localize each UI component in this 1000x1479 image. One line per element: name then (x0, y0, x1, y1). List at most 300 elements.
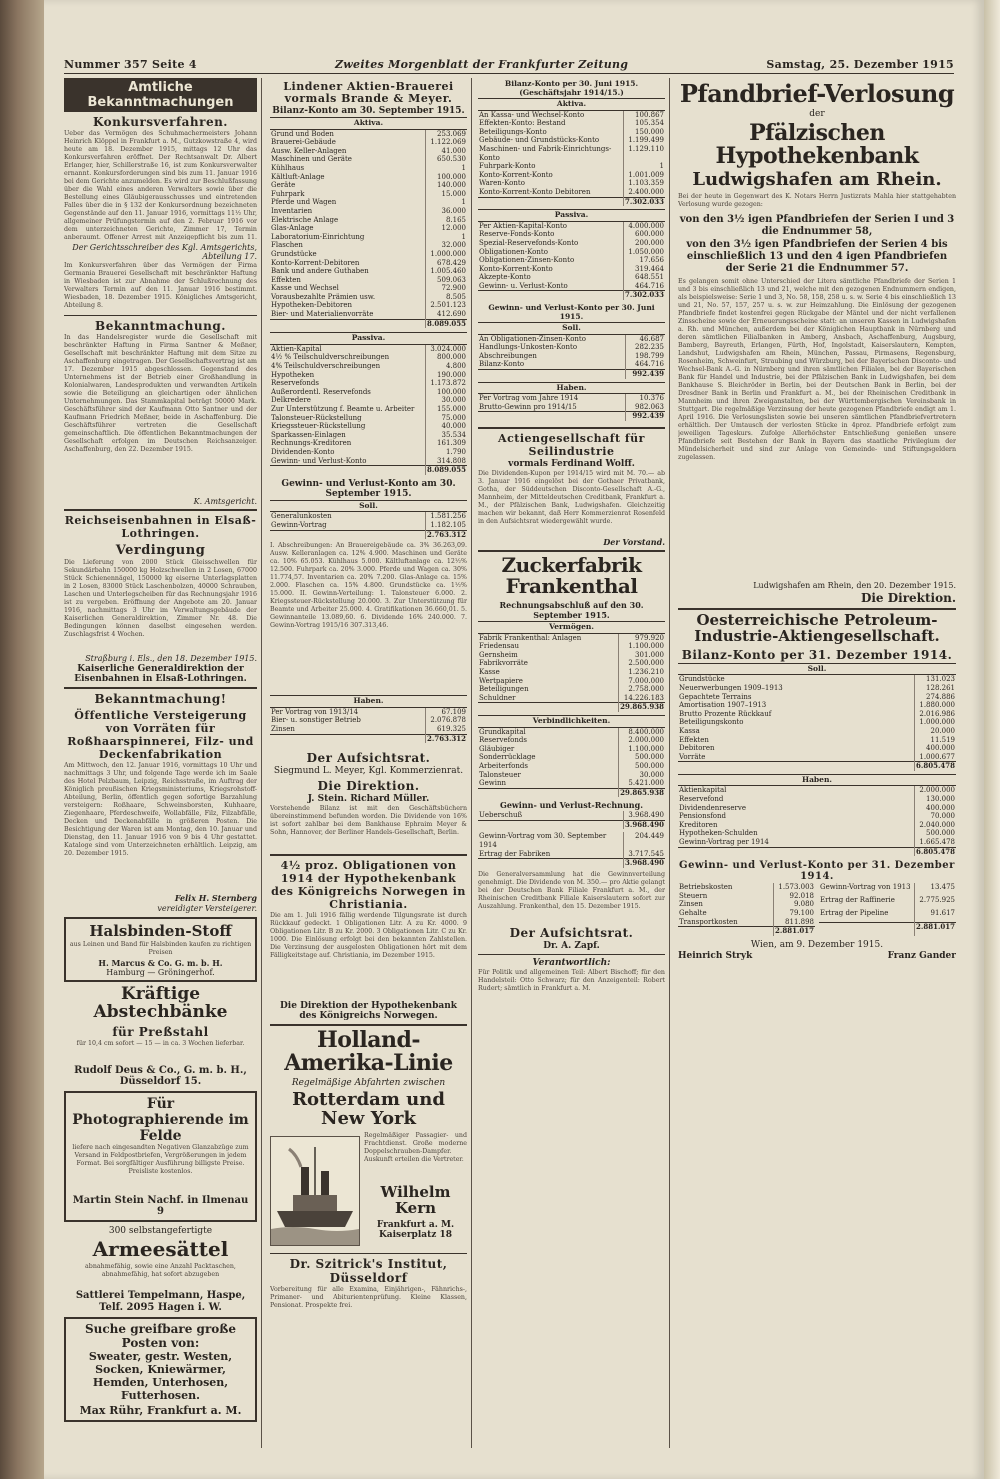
oel-soll-head: Soll. (678, 663, 956, 675)
oel-bilanz: Bilanz-Konto per 31. Dezember 1914. (681, 647, 953, 662)
row-value: 14.226.183 (619, 694, 665, 703)
lindener-passiva-table (270, 332, 467, 475)
table-row (478, 230, 665, 239)
row-value: 8.165 (426, 216, 467, 225)
row-value: 32.000 (426, 241, 467, 250)
row-value: 1.665.478 (915, 838, 956, 847)
row-label: Abschreibungen (479, 351, 537, 360)
bekanntmachung-heading: Bekanntmachung. (95, 319, 226, 333)
row-label: Grundstücke (271, 249, 317, 258)
halsbinden-ad (64, 917, 257, 982)
row-label: An Obligationen-Zinsen-Konto (479, 334, 586, 343)
row-value: 1.581.256 (426, 512, 467, 521)
bekanntmachung2-heading: Bekanntmachung! (94, 692, 227, 706)
row-value: 13.475 (915, 883, 956, 896)
row-value: 314.808 (426, 457, 467, 466)
oel-signature-1: Heinrich Stryk (678, 950, 753, 961)
row-value: 20.000 (915, 727, 956, 736)
c3-passiva-head: Passiva. (478, 210, 665, 222)
row-value: 982.063 (625, 403, 665, 412)
row-value: 1.100.000 (619, 642, 665, 651)
row-value: 2.500.000 (619, 659, 665, 668)
row-label: Sonderrücklage (479, 753, 536, 762)
table-row (270, 379, 467, 388)
row-label: Konto-Korrent-Konto (479, 170, 553, 179)
row-label: Flaschen (271, 241, 303, 250)
row-value: 600.000 (624, 230, 665, 239)
verb-head: Verbindlichkeiten. (478, 715, 665, 727)
row-label: Inventarien (271, 206, 313, 215)
row-label: Kriegssteuer-Rückstellung (271, 422, 366, 431)
row-label: Reservefond (679, 795, 724, 804)
holland-sub: Regelmäßige Abfahrten zwischen (291, 1078, 446, 1089)
row-label: Gewinn (479, 779, 506, 788)
table-row (270, 344, 467, 353)
row-label: Akzepte-Konto (479, 273, 531, 282)
row-value: 17.656 (624, 256, 665, 265)
row-label: Kassa (679, 726, 700, 735)
row-label: Beteiligungs-Konto (479, 127, 547, 136)
photo-text: liefere nach eingesandten Negativen Glanzabzüge zum Versand in Feldpostbriefen, Vergrößerungen in jedem Format. Bei sorgfältiger Ausführung billigste Preise. Preisliste kostenlos. (72, 1143, 249, 1175)
row-value: 274.886 (915, 693, 956, 702)
row-label: Steuern (679, 891, 708, 900)
table-row (270, 138, 467, 147)
table-row (678, 892, 815, 901)
pfandbrief-city-date: Ludwigshafen am Rhein, den 20. Dezember 1915. (753, 581, 956, 591)
c3-haben-total: 992.439 (625, 412, 665, 421)
table-row (478, 352, 665, 361)
suche-ad (64, 1317, 257, 1422)
row-value: 412.690 (426, 310, 467, 319)
passiva-head: Passiva. (270, 333, 467, 345)
row-label: Fuhrpark-Konto (479, 162, 536, 171)
reichseisenbahnen-heading: Reichseisenbahnen in Elsaß-Lothringen. (64, 514, 257, 540)
sattlerei: Sattlerei Tempelmann, Haspe, (75, 1289, 246, 1301)
oel-haben-head: Haben. (678, 774, 956, 786)
row-value: 1.790 (426, 448, 467, 457)
table-row (819, 896, 956, 909)
row-value: 72.900 (426, 284, 467, 293)
verantwortlich-text: Für Politik und allgemeinen Teil: Albert Bischoff; für den Handelsteil: Otto Schwarz; für den Anzeigenteil: Robert Rudert; sämtlich in Frankfurt a. M. (478, 968, 665, 992)
table-row (270, 310, 467, 319)
row-label: Spezial-Reservefonds-Konto (479, 238, 579, 247)
table-row (819, 883, 956, 896)
column-2 (266, 78, 472, 1448)
row-value: 92.018 (774, 892, 815, 901)
seil-signature: Der Vorstand. (603, 537, 665, 547)
row-label: Brutto-Gewinn pro 1914/15 (479, 402, 577, 411)
generaldirektion: Kaiserliche Generaldirektion der Eisenbahnen in Elsaß-Lothringen. (74, 664, 247, 684)
row-label: Kreditoren (679, 820, 718, 829)
direktion-names: J. Stein. Richard Müller. (307, 794, 430, 805)
row-label: Wertpapiere (479, 676, 523, 685)
row-label: Reserve-Fonds-Konto (479, 230, 555, 239)
obligationen-signature: Die Direktion der Hypothekenbank des Königreichs Norwegen. (279, 1001, 458, 1022)
row-value: 1.000.677 (915, 753, 956, 762)
table-row (678, 675, 956, 684)
ship-icon (271, 1137, 359, 1245)
row-value: 91.617 (915, 909, 956, 923)
table-row (270, 250, 467, 259)
table-row (678, 829, 956, 838)
table-row (270, 164, 467, 173)
oel-soll-total: 6.805.478 (916, 761, 955, 771)
row-value: 1.005.460 (426, 267, 467, 276)
zucker-verb-table (478, 715, 665, 797)
table-row (678, 883, 815, 892)
table-row (678, 693, 956, 702)
pfandbrief-signature: Die Direktion. (860, 591, 956, 606)
table-row (478, 745, 665, 754)
row-label: Konto-Korrent-Konto Debitoren (479, 187, 591, 196)
zucker-text: Die Generalversammlung hat die Gewinnverteilung genehmigt. Die Dividende von M. 350.— pro Aktie gelangt bei der Deutschen Bank Filiale Frankfurt a. M., der Rheinischen Creditbank Filiale Kaiserslautern sofort zur Auszahlung. Frankenthal, den 15. Dezember 1915. (478, 870, 665, 910)
row-label: Bank und andere Guthaben (271, 267, 369, 276)
c3-aktiva-head: Aktiva. (478, 99, 665, 111)
table-row (270, 707, 467, 716)
table-row (270, 241, 467, 250)
table-row (678, 909, 815, 918)
pfandbrief-serie1: von den 3½ igen Pfandbriefen der Serien I und 3 die Endnummer 58, (679, 214, 955, 238)
oel-haben-total: 6.805.478 (916, 846, 955, 856)
row-label: Betriebskosten (679, 883, 733, 892)
verantwortlich: Verantwortlich: (532, 957, 611, 968)
row-label: Transportkosten (679, 917, 738, 926)
table-row (478, 128, 665, 137)
seil-heading: Actiengesellschaft für Seilindustrie (498, 432, 645, 458)
row-value: 198.799 (625, 352, 665, 361)
lindener-haben-table (270, 695, 467, 743)
row-value: 2.076.878 (426, 716, 467, 725)
table-row (678, 744, 956, 753)
row-label: Konto-Korrent-Konto (479, 264, 553, 273)
table-row (478, 239, 665, 248)
oel-guv-haben-table (819, 883, 956, 936)
row-label: Vorräte (679, 752, 706, 761)
row-label: Amortisation 1907–1913 (679, 701, 767, 710)
zucker-vermoegen-table (478, 621, 665, 712)
row-label: Effekten-Konto: Bestand (479, 119, 566, 128)
row-label: Kasse (479, 667, 500, 676)
row-label: Kühlhaus (271, 163, 305, 172)
table-row (478, 171, 665, 180)
table-row (478, 119, 665, 128)
table-row (478, 162, 665, 171)
row-value: 1.236.210 (619, 668, 665, 677)
table-row (478, 145, 665, 162)
row-label: Maschinen- und Fabrik-Einrichtungs-Konto (479, 144, 612, 162)
row-label: Kasse und Wechsel (271, 284, 339, 293)
armee-count: 300 selbstangefertigte (108, 1225, 213, 1236)
row-label: Gewinn-Vortrag vom 30. September 1914 (479, 832, 607, 850)
row-value: 678.429 (426, 259, 467, 268)
row-value: 130.000 (915, 795, 956, 804)
armeesaettel-heading: Armeesättel (92, 1236, 229, 1261)
passiva-total: 8.089.055 (427, 465, 466, 475)
zucker-signature: Der Aufsichtsrat. (509, 925, 634, 940)
table-row (678, 838, 956, 847)
table-row (270, 276, 467, 285)
table-row (270, 173, 467, 182)
row-label: Ueberschuß (479, 811, 523, 820)
row-label: Waren-Konto (479, 179, 525, 188)
row-value: 40.000 (426, 422, 467, 431)
row-value: 979.920 (619, 633, 665, 642)
row-value: 105.354 (624, 119, 665, 128)
table-row (478, 659, 665, 668)
c3-soll-table (478, 322, 665, 379)
row-label: Laboratorium-Einrichtung (271, 232, 365, 241)
row-label: Pferde und Wagen (271, 198, 337, 207)
pfandbrief-text: Es gelangen somit ohne Unterschied der Litera sämtliche Pfandbriefe der Serien 1 und 3 bis einschließlich 13 und 21, welche mit den gezogenen Endnummern endigen, als beispielsweise: Serie 1 und 3, No. 58, 158, 258 u. s. w. Serie 4 bis einschließlich 13 und 21, No. 57, 157, 257 u. s. w. zur Heimzahlung. Die Einlösung der gezogenen Pfandbriefe findet kostenfrei gegen Rückgabe der Mäntel und der nicht verfallenen Zinsscheine sowie der Erneuerungsscheine statt: an unseren Kassen in Ludwigshafen a. Rh. und München, außerdem bei der Königlichen Hauptbank in Nürnberg und deren sämtlichen Filialbanken in Amberg, Ansbach, Aschaffenburg, Augsburg, Bamberg, Bayreuth, Erlangen, Fürth, Hof, Ingolstadt, Kaiserslautern, Kempten, Landshut, Ludwigshafen am Rhein, München, Passau, Pirmasens, Regensburg, Rosenheim, Schweinfurt, Straubing und Würzburg, bei der Bayerischen Disconto- und Wechsel-Bank A.-G. in Nürnberg und ihren sämtlichen Filialen, bei der Bayerischen Bank für Handel und Industrie, bei der Pfälzischen Bank in Ludwigshafen, bei dem Bankhause S. Bleichröder in Berlin, bei der Deutschen Bank in Berlin, bei der Dresdner Bank in Berlin und Frankfurt a. M., bei der Rheinischen Creditbank in Mannheim und ihren Zweiganstalten, bei der Württembergischen Vereinsbank in Stuttgart. Die regelmäßige Verzinsung der heute gezogenen Pfandbriefe endigt am 1. April 1916. Die Verlosungslisten sowie bei unseren sämtlichen Pfandbriefvertretern erhältlich. Der Umtausch der verlosten Stücke in 4proz. Pfandbriefe erfolgt zum jeweiligen Tageskurs. Zufolge Allerhöchster Entschließung genießen unsere Pfandbriefe seit Bestehen der Bank in Bayern das staatliche Privilegium der Mündelsicherheit und sind zur Anlage von Gemeinde- und Stiftungsgeldern zugelassen. (678, 278, 956, 462)
table-row (478, 179, 665, 188)
row-value: 2.775.925 (915, 896, 956, 909)
row-value: 1.000.000 (426, 250, 467, 259)
table-row (678, 718, 956, 727)
row-label: Gläubiger (479, 744, 515, 753)
c3-soll-head: Soll. (478, 323, 665, 335)
row-label: Generalunkosten (271, 512, 332, 521)
row-label: Debitoren (679, 744, 715, 753)
table-row (270, 293, 467, 302)
row-value: 4.000.000 (624, 221, 665, 230)
table-row (478, 779, 665, 788)
row-label: Ertrag der Fabriken (479, 849, 551, 858)
presstahl-heading: für Preßstahl (112, 1024, 209, 1039)
sattlerei-tel: Telf. 2095 Hagen i. W. (99, 1301, 222, 1313)
oel-guv (678, 883, 956, 936)
table-row (270, 207, 467, 216)
c3-haben-head: Haben. (478, 382, 665, 394)
row-value: 1.129.110 (624, 145, 665, 162)
holland-details (364, 1132, 467, 1250)
table-row (478, 343, 665, 352)
versteigerung-signature: Felix H. Sternberg (174, 893, 257, 903)
konkurs-heading: Konkursverfahren. (93, 115, 228, 129)
row-value: 464.716 (624, 282, 665, 291)
table-row (270, 405, 467, 414)
row-label: Fuhrpark (271, 189, 305, 198)
page-edge (984, 0, 1000, 1479)
row-label: Gewinn-Vortrag (271, 520, 327, 529)
szitrick-text: Vorbereitung für alle Examina, Einjährigen-, Fähnrichs-, Primaner- und Abiturientenprüfung. Kleine Klassen, Pensionat. Prospekte frei. (270, 1286, 467, 1310)
wilhelm-kern: Wilhelm Kern (380, 1183, 451, 1217)
aufsichtsrat-names: Siegmund L. Meyer, Kgl. Kommerzienrat. (273, 766, 464, 777)
c3-guv-heading: Gewinn- und Verlust-Konto per 30. Juni 1915. (488, 303, 655, 322)
oel-guv-haben-total: 2.881.017 (915, 922, 956, 936)
table-row (478, 832, 665, 849)
row-value: 1.573.003 (774, 883, 815, 892)
table-row (270, 190, 467, 199)
oel-signature-2: Franz Gander (887, 950, 956, 961)
table-row (478, 736, 665, 745)
oel-guv-heading: Gewinn- und Verlust-Konto per 31. Dezember 1914. (679, 860, 955, 883)
rudolf-deus: Rudolf Deus & Co., G. m. b. H., Düsseldorf 15. (74, 1064, 247, 1087)
photo-title: Für Photographierende im Felde (72, 1095, 249, 1144)
suche-title: Suche greifbare große Posten von: (84, 1321, 237, 1350)
row-value: 1 (624, 162, 665, 171)
table-row (270, 716, 467, 725)
wilhelm-city: Frankfurt a. M. Kaiserplatz 18 (376, 1219, 455, 1240)
row-value: 811.898 (774, 918, 815, 927)
halsbinden-firm: H. Marcus & Co. G. m. b. H. (98, 958, 223, 968)
oel-haben-table (678, 774, 956, 856)
row-value: 301.000 (619, 651, 665, 660)
row-value: 648.551 (624, 273, 665, 282)
table-row (270, 181, 467, 190)
oel-guv-soll-table (678, 883, 815, 936)
header-issue: Nummer 357 Seite 4 (64, 58, 197, 71)
row-label: Kältluft-Anlage (271, 172, 325, 181)
row-label: Gepachtete Terrains (679, 692, 752, 701)
row-label: Effekten (679, 735, 709, 744)
haben-head: Haben. (270, 696, 467, 708)
ship-illustration (270, 1136, 360, 1246)
holland-body (270, 1132, 467, 1250)
row-label: Pensionsfond (679, 812, 726, 821)
row-label: Gewinn- u. Verlust-Konto (479, 281, 568, 290)
row-label: 4½ % Teilschuldverschreibungen (271, 353, 390, 362)
table-row (270, 725, 467, 734)
oel-signatures (678, 951, 956, 961)
section-banner: Amtliche Bekanntmachungen (64, 78, 257, 112)
table-row (270, 129, 467, 138)
row-value: 36.000 (426, 207, 467, 216)
row-label: Gewinn-Vortrag per 1914 (679, 838, 769, 847)
row-value: 1.173.872 (426, 379, 467, 388)
row-value: 67.109 (426, 707, 467, 716)
table-row (478, 394, 665, 403)
table-row (478, 668, 665, 677)
row-label: Gehalte (679, 909, 707, 918)
row-value: 190.000 (426, 371, 467, 380)
row-value: 500.000 (915, 829, 956, 838)
table-row (678, 812, 956, 821)
row-value: 79.100 (774, 909, 815, 918)
holland-text: Regelmäßiger Passagier- und Frachtdienst. Große moderne Doppelschrauben-Dampfer. Auskunft erteilen die Vertreter. (364, 1132, 467, 1164)
row-value: 11.519 (915, 736, 956, 745)
soll-total: 2.763.312 (427, 529, 466, 539)
table-row (478, 727, 665, 736)
row-label: Hypotheken (271, 370, 315, 379)
table-row (678, 821, 956, 830)
row-value: 204.449 (624, 832, 665, 849)
table-row (478, 753, 665, 762)
row-value: 4.800 (426, 362, 467, 371)
row-value: 161.309 (426, 439, 467, 448)
zucker-title: Zuckerfabrik Frankenthal (501, 553, 642, 598)
haben2-total: 3.968.490 (625, 858, 664, 868)
verdingung-text: Die Lieferung von 2000 Stück Gleisschwellen für Sekundärbahn 150000 kg Holzschwellen in 2 Losen, 67000 Stück Schienennägel, 150000 kg eiserne Unterlagsplatten in 2 Losen, 83000 Stück Laschenbolzen, 40000 Schrauben, Laschen und Unterlegscheiben für das Rechnungsjahr 1916 ist zu vergeben. Eröffnung der Angebote am 20. Januar 1916, nachmittags 3 Uhr im Verwaltungsgebäude der Kaiserlichen Generaldirektion, Zimmer Nr. 48. Die Bedingungen können daselbst eingesehen werden. Zuschlagsfrist 4 Wochen. (64, 559, 257, 638)
column-4 (674, 78, 956, 1448)
row-value: 8.505 (426, 293, 467, 302)
row-value: 509.063 (426, 276, 467, 285)
row-label: Grund und Boden (271, 129, 334, 138)
row-label: Effekten (271, 275, 301, 284)
pfandbrief-title: Pfandbrief-Verlosung (679, 79, 955, 108)
table-row (270, 396, 467, 405)
row-label: Arbeiterfonds (479, 761, 528, 770)
table-row (270, 388, 467, 397)
suche-items: Sweater, gestr. Westen, Socken, Kniewärmer, Hemden, Unterhosen, Futterhosen. (88, 1349, 233, 1402)
table-row (678, 795, 956, 804)
page-header (64, 56, 954, 74)
row-label: Delkredere (271, 396, 311, 405)
table-row (270, 155, 467, 164)
row-value: 500.000 (619, 753, 665, 762)
aktiva-head: Aktiva. (270, 118, 467, 130)
row-value: 2.000.000 (915, 786, 956, 795)
row-value: 400.000 (915, 744, 956, 753)
table-row (270, 233, 467, 242)
row-value: 282.235 (625, 343, 665, 352)
row-value: 100.000 (426, 173, 467, 182)
table-row (678, 804, 956, 813)
table-row (270, 439, 467, 448)
table-row (478, 633, 665, 642)
zucker-signature-2: Dr. A. Zapf. (543, 940, 600, 951)
table-row (270, 414, 467, 423)
row-value: 131.023 (915, 675, 956, 684)
row-label: Gebäude- und Grundstücks-Konto (479, 136, 600, 145)
table-row (478, 685, 665, 694)
holland-title: Holland-Amerika-Linie (284, 1027, 453, 1077)
row-value: 1.050.000 (624, 248, 665, 257)
obligationen-heading: 4½ proz. Obligationen von 1914 der Hypothekenbank des Königreichs Norwegen in Christiania. (271, 859, 466, 912)
table-row (270, 284, 467, 293)
table-row (478, 762, 665, 771)
table-row (270, 512, 467, 521)
lindener-note: Vorstehende Bilanz ist mit den Geschäftsbüchern übereinstimmend befunden worden. Die Dividende von 16% ist sofort zahlbar bei dem Bankhause Ephraim Meyer & Sohn, Hannover, der Berliner Handels-Gesellschaft, Berlin. (270, 805, 467, 837)
row-label: Obligationen-Konto (479, 247, 548, 256)
table-row (678, 727, 956, 736)
table-row (478, 248, 665, 257)
row-label: Vorausbezahlte Prämien usw. (271, 292, 376, 301)
row-label: Ertrag der Pipeline (820, 908, 889, 917)
table-row (478, 771, 665, 780)
table-row (478, 221, 665, 230)
max-ruehr: Max Rühr, Frankfurt a. M. (79, 1403, 242, 1417)
column-1 (64, 78, 262, 1448)
direktion-heading: Die Direktion. (317, 779, 420, 794)
row-label: Bier- u. sonstiger Betrieb (271, 716, 361, 725)
table-row (678, 786, 956, 795)
row-label: Sparkassen-Einlagen (271, 430, 346, 439)
row-label: Rechnungs-Kreditoren (271, 439, 352, 448)
row-value: 70.000 (915, 812, 956, 821)
row-label: Zur Unterstützung f. Beamte u. Arbeiter (271, 405, 415, 413)
row-value: 15.000 (426, 190, 467, 199)
row-value: 2.400.000 (624, 188, 665, 197)
table-row (678, 736, 956, 745)
row-label: Obligationen-Zinsen-Konto (479, 256, 575, 265)
table-row (478, 256, 665, 265)
row-value: 1.182.105 (426, 521, 467, 530)
row-value: 1.122.069 (426, 138, 467, 147)
table-row (478, 811, 665, 820)
table-row (270, 371, 467, 380)
row-value: 200.000 (624, 239, 665, 248)
pfandbrief-serie2: von den 3½ igen Pfandbriefen der Serien 4 bis einschließlich 13 und den 4 igen Pfandbriefen der Serie 21 die Endnummer 57. (686, 239, 948, 275)
row-label: Grundkapital (479, 727, 526, 736)
verm-head: Vermögen. (478, 622, 665, 634)
obligationen-text: Die am 1. Juli 1916 fällig werdende Tilgungsrate ist durch Rückkauf gedeckt. 1 Obligationen Litr. A zu Kr. 4000. 9 Obligationen Litr. B zu Kr. 2000. 3 Obligationen Litr. C zu Kr. 1000. Die Einlösung erfolgt bei den bekannten Zahlstellen. Die Verzinsung der ausgelosten Obligationen hört mit dem Fälligkeitstage auf. Christiania, im Dezember 1915. (270, 912, 467, 960)
row-label: Glas-Anlage (271, 224, 314, 233)
c3-passiva-total: 7.302.033 (625, 290, 664, 300)
row-label: Aktienkapital (679, 786, 727, 795)
row-value: 319.464 (624, 265, 665, 274)
row-label: Aktien-Kapital (271, 344, 322, 353)
table-row (270, 224, 467, 233)
